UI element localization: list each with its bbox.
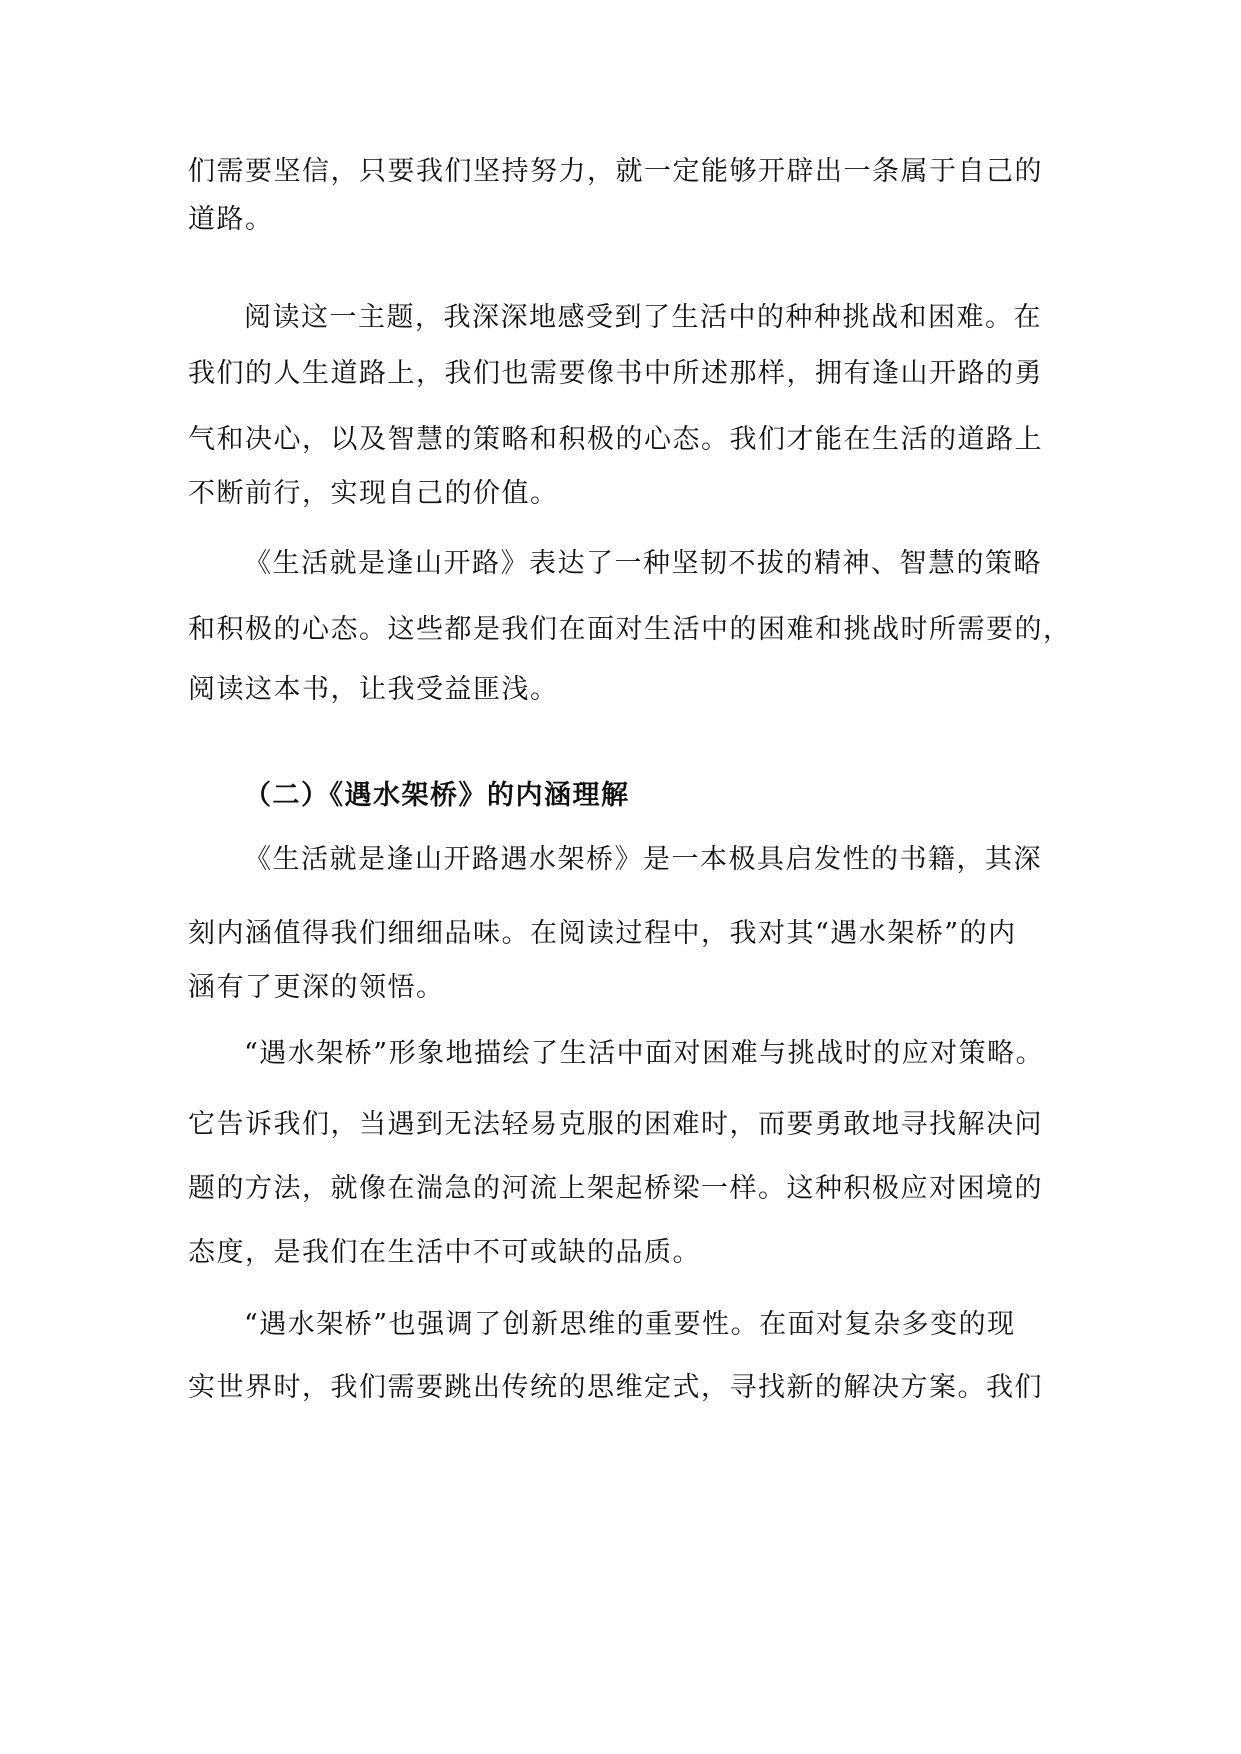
text-line: 实世界时，我们需要跳出传统的思维定式，寻找新的解决方案。我们	[188, 1372, 1043, 1403]
paragraph-first-line: 《生活就是逢山开路遇水架桥》是一本极具启发性的书籍，其深	[244, 844, 1042, 875]
text-line: 态度，是我们在生活中不可或缺的品质。	[188, 1237, 701, 1268]
section-heading: （二）《遇水架桥》的内涵理解	[244, 780, 630, 811]
paragraph-first-line: “遇水架桥”也强调了创新思维的重要性。在面对复杂多变的现	[244, 1309, 1016, 1340]
paragraph-first-line: 阅读这一主题，我深深地感受到了生活中的种种挑战和困难。在	[244, 302, 1042, 333]
paragraph-first-line: “遇水架桥”形象地描绘了生活中面对困难与挑战时的应对策略。	[244, 1038, 1045, 1069]
text-line: 不断前行，实现自己的价值。	[188, 478, 559, 509]
text-line: 刻内涵值得我们细细品味。在阅读过程中，我对其“遇水架桥”的内	[188, 918, 1017, 949]
text-line: 和积极的心态。这些都是我们在面对生活中的困难和挑战时所需要的，	[188, 614, 1072, 645]
text-line: 它告诉我们，当遇到无法轻易克服的困难时，而要勇敢地寻找解决问	[188, 1109, 1043, 1140]
text-line: 涵有了更深的领悟。	[188, 972, 445, 1003]
text-line: 们需要坚信，只要我们坚持努力，就一定能够开辟出一条属于自己的	[188, 156, 1043, 187]
text-line: 题的方法，就像在湍急的河流上架起桥梁一样。这种积极应对困境的	[188, 1173, 1043, 1204]
text-line: 我们的人生道路上，我们也需要像书中所述那样，拥有逢山开路的勇	[188, 358, 1043, 389]
text-line: 道路。	[188, 204, 274, 235]
text-line: 阅读这本书，让我受益匪浅。	[188, 674, 559, 705]
paragraph-first-line: 《生活就是逢山开路》表达了一种坚韧不拔的精神、智慧的策略	[244, 548, 1042, 579]
text-line: 气和决心，以及智慧的策略和积极的心态。我们才能在生活的道路上	[188, 424, 1043, 455]
